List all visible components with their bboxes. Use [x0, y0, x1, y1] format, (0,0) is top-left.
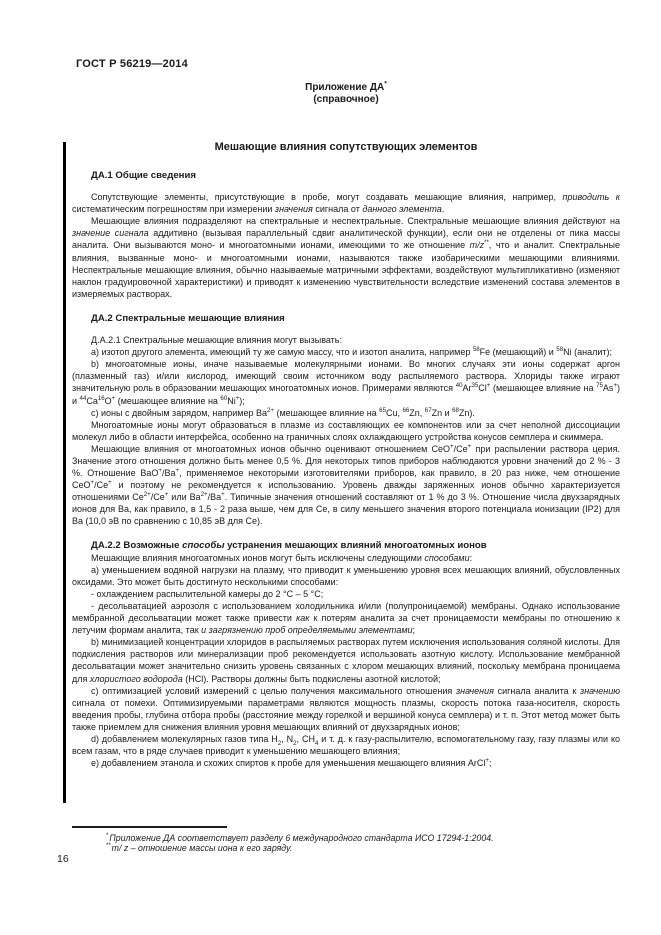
annex-footnote-marker: *: [384, 80, 387, 88]
document-body: [72, 170, 620, 769]
page-number: 16: [57, 853, 69, 865]
footnote: [72, 833, 620, 844]
paragraph: с) ионы с двойным зарядом, например $Ba^{2+}$ (мешающее влияние на $^{65}$Cu, $^{66}$Zn, $^{67}$Zn и $^{68}$Zn).: [91, 406, 475, 418]
footnote: [72, 843, 620, 854]
paragraph: b) минимизацией концентрации хлоридов в распыляемых растворах путем исключения использования соляной кислоты. Для подкисления растворов или минерализации проб рекомендуется использовать азотную кислоту. Использование мембранной десольватации может значительно снизить уровень связанных с хлором мешающих влияний, поскольку мембрана проницаема для хлористого водорода (HCl). Растворы должны быть подкислены азотной кислотой;: [72, 637, 620, 684]
paragraph: Мешающие влияния многоатомных ионов могут быть исключены следующими способами:: [91, 552, 473, 563]
paragraph: Мешающие влияния от многоатомных ионов обычно оценивают отношением CeO+/Ce+ при распылении раствора церия. Значение этого отношения должно быть менее 0,5 %. Для некоторых типов приборов наблюдаются уровни значений до 2 % - 3 %. Отношение BaO+/Ba+, применяемое некоторыми изготовителями приборов, как правило, в 20 раз ниже, чем отношение CeO+/Ce+ и поэтому не рекомендуется к использованию. Уровень дважды заряженных ионов обычно характеризуется отношениями $Ce^{2+}/Ce^+$ или $Ba^{2+}/Ba^+$. Типичные значения отношений составляют от 1 % до 3 %. Отношение числа двухзарядных ионов для Ba, как правило, в 1,5 - 2 раза выше, чем для Ce, в силу меньшего значения второго потенциала ионизации (IP2) для Ba (10,0 эВ по сравнению с 10,85 эВ для Ce).: [72, 442, 621, 527]
annex-label: [72, 82, 620, 94]
footnote-rule: [72, 826, 227, 828]
paragraph: Д.А.2.1 Спектральные мешающие влияния могут вызывать:: [91, 335, 342, 346]
change-bar: [63, 142, 66, 803]
paragraph: b) многоатомные ионы, иначе называемые молекулярными ионами. Во многих случаях эти ионы содержат аргон (плазменный газ) и/или кислород, имеющий своим источником воду распыляемого раствора. Хлориды также играют значительную роль в образовании мешающих многоатомных ионов. Примерами являются $^{40}$Ar$^{35}$Cl+ (мешающее влияние на $^{75}$As+) и $^{44}$Ca$^{16}$O+ (мешающее влияние на $^{60}$Ni+);: [72, 359, 621, 406]
paragraph: Сопутствующие элементы, присутствующие в пробе, могут создавать мешающие влияния, например, приводить к систематическим погрешностям при измерении значения сигнала от данного элемента.: [72, 192, 620, 215]
footnote-marker: **: [106, 843, 111, 850]
annex-type: (справочное): [313, 94, 379, 105]
section-heading: ДА.2.2 Возможные способы устранения мешающих влияний многоатомных ионов: [91, 539, 487, 551]
footnote-text: Приложение ДА соответствует разделу 6 международного стандарта ИСО 17294-1:2004.: [109, 832, 494, 843]
section-heading: ДА.2 Спектральные мешающие влияния: [91, 312, 285, 324]
paragraph: - охлаждением распылительной камеры до 2 °С – 5 °С;: [91, 588, 324, 599]
paragraph: - десольватацией аэрозоля с использованием холодильника и/или (полупроницаемой) мембраны. Однако использование мембранной десольватации может также привести как к потерям аналита за счет проницаемости мембраны по отношению к летучим формам аналита, так и загрязнению проб определяемыми элементами;: [72, 601, 620, 636]
section-heading: ДА.1 Общие сведения: [91, 170, 196, 181]
footnote-text: m/ z – отношение массы иона к его заряду.: [111, 843, 293, 854]
document-number: ГОСТ Р 56219—2014: [76, 58, 188, 70]
footnotes-list: [72, 833, 620, 854]
paragraph: е) добавлением этанола и схожих спиртов к пробе для уменьшения мешающего влияния ArCl+;: [91, 757, 492, 769]
footnotes-section: [72, 826, 620, 854]
paragraph: а) изотоп другого элемента, имеющий ту же самую массу, что и изотоп аналита, например $^{58}$Fe (мешающий) и $^{58}$Ni (аналит);: [91, 346, 612, 358]
paragraph: а) уменьшением водяной нагрузки на плазму, что приводит к уменьшению уровня всех мешающих влияний, обусловленных оксидами. Это может быть достигнуто несколькими способами:: [72, 564, 620, 587]
annex-label-block: [72, 82, 620, 106]
paragraph: Многоатомные ионы могут образоваться в плазме из составляющих ее компонентов или за счет неполной диссоциации молекул либо в области интерфейса, особенно на граничных слоях охлаждающего устройства конусов семплера и скиммера.: [72, 419, 620, 442]
paragraph: Мешающие влияния подразделяют на спектральные и неспектральные. Спектральные мешающие влияния действуют на значение сигнала аддитивно (вызывая параллельный сдвиг аналитической функции), если они не отделены от пика массы аналита. Они вызываются моно- и многоатомными ионами, имеющими то же отношение m/z**, что и аналит. Спектральные влияния, вызванные моно- и многоатомными ионами, называются также изобарическими мешающими влияниями. Неспектральные мешающие влияния, обычно называемые матричными эффектами, воздействуют мультипликативно (изменяют наклон градуировочной характеристики) и приводят к изменению чувствительности вследствие изменений состава элементов в измеряемых растворах.: [72, 216, 620, 299]
footnote-marker: *: [106, 832, 109, 839]
page-title: Мешающие влияния сопутствующих элементов: [214, 141, 478, 153]
paragraph: d) добавлением молекулярных газов типа $H_2$, $N_2$, $CH_4$ и т. д. к газу-распылителю, вспомогательному газу, газу плазмы или ко всем газам, что в ряде случаев приводит к уменьшению мешающего влияния;: [72, 734, 620, 757]
annex-label-text: Приложение ДА: [305, 82, 385, 93]
paragraph: с) оптимизацией условий измерений с целью получения максимального отношения значения сигнала аналита к значению сигнала от помехи. Оптимизируемыми параметрами являются мощность плазмы, скорость потока газа-носителя, скорость введения пробы, глубина отбора пробы (расстояние между горелкой и вершиной конуса семплера) и т. п. Этот метод может быть также приемлем для снижения влияния уровня мешающих влияний от двухзарядных ионов;: [72, 685, 620, 732]
